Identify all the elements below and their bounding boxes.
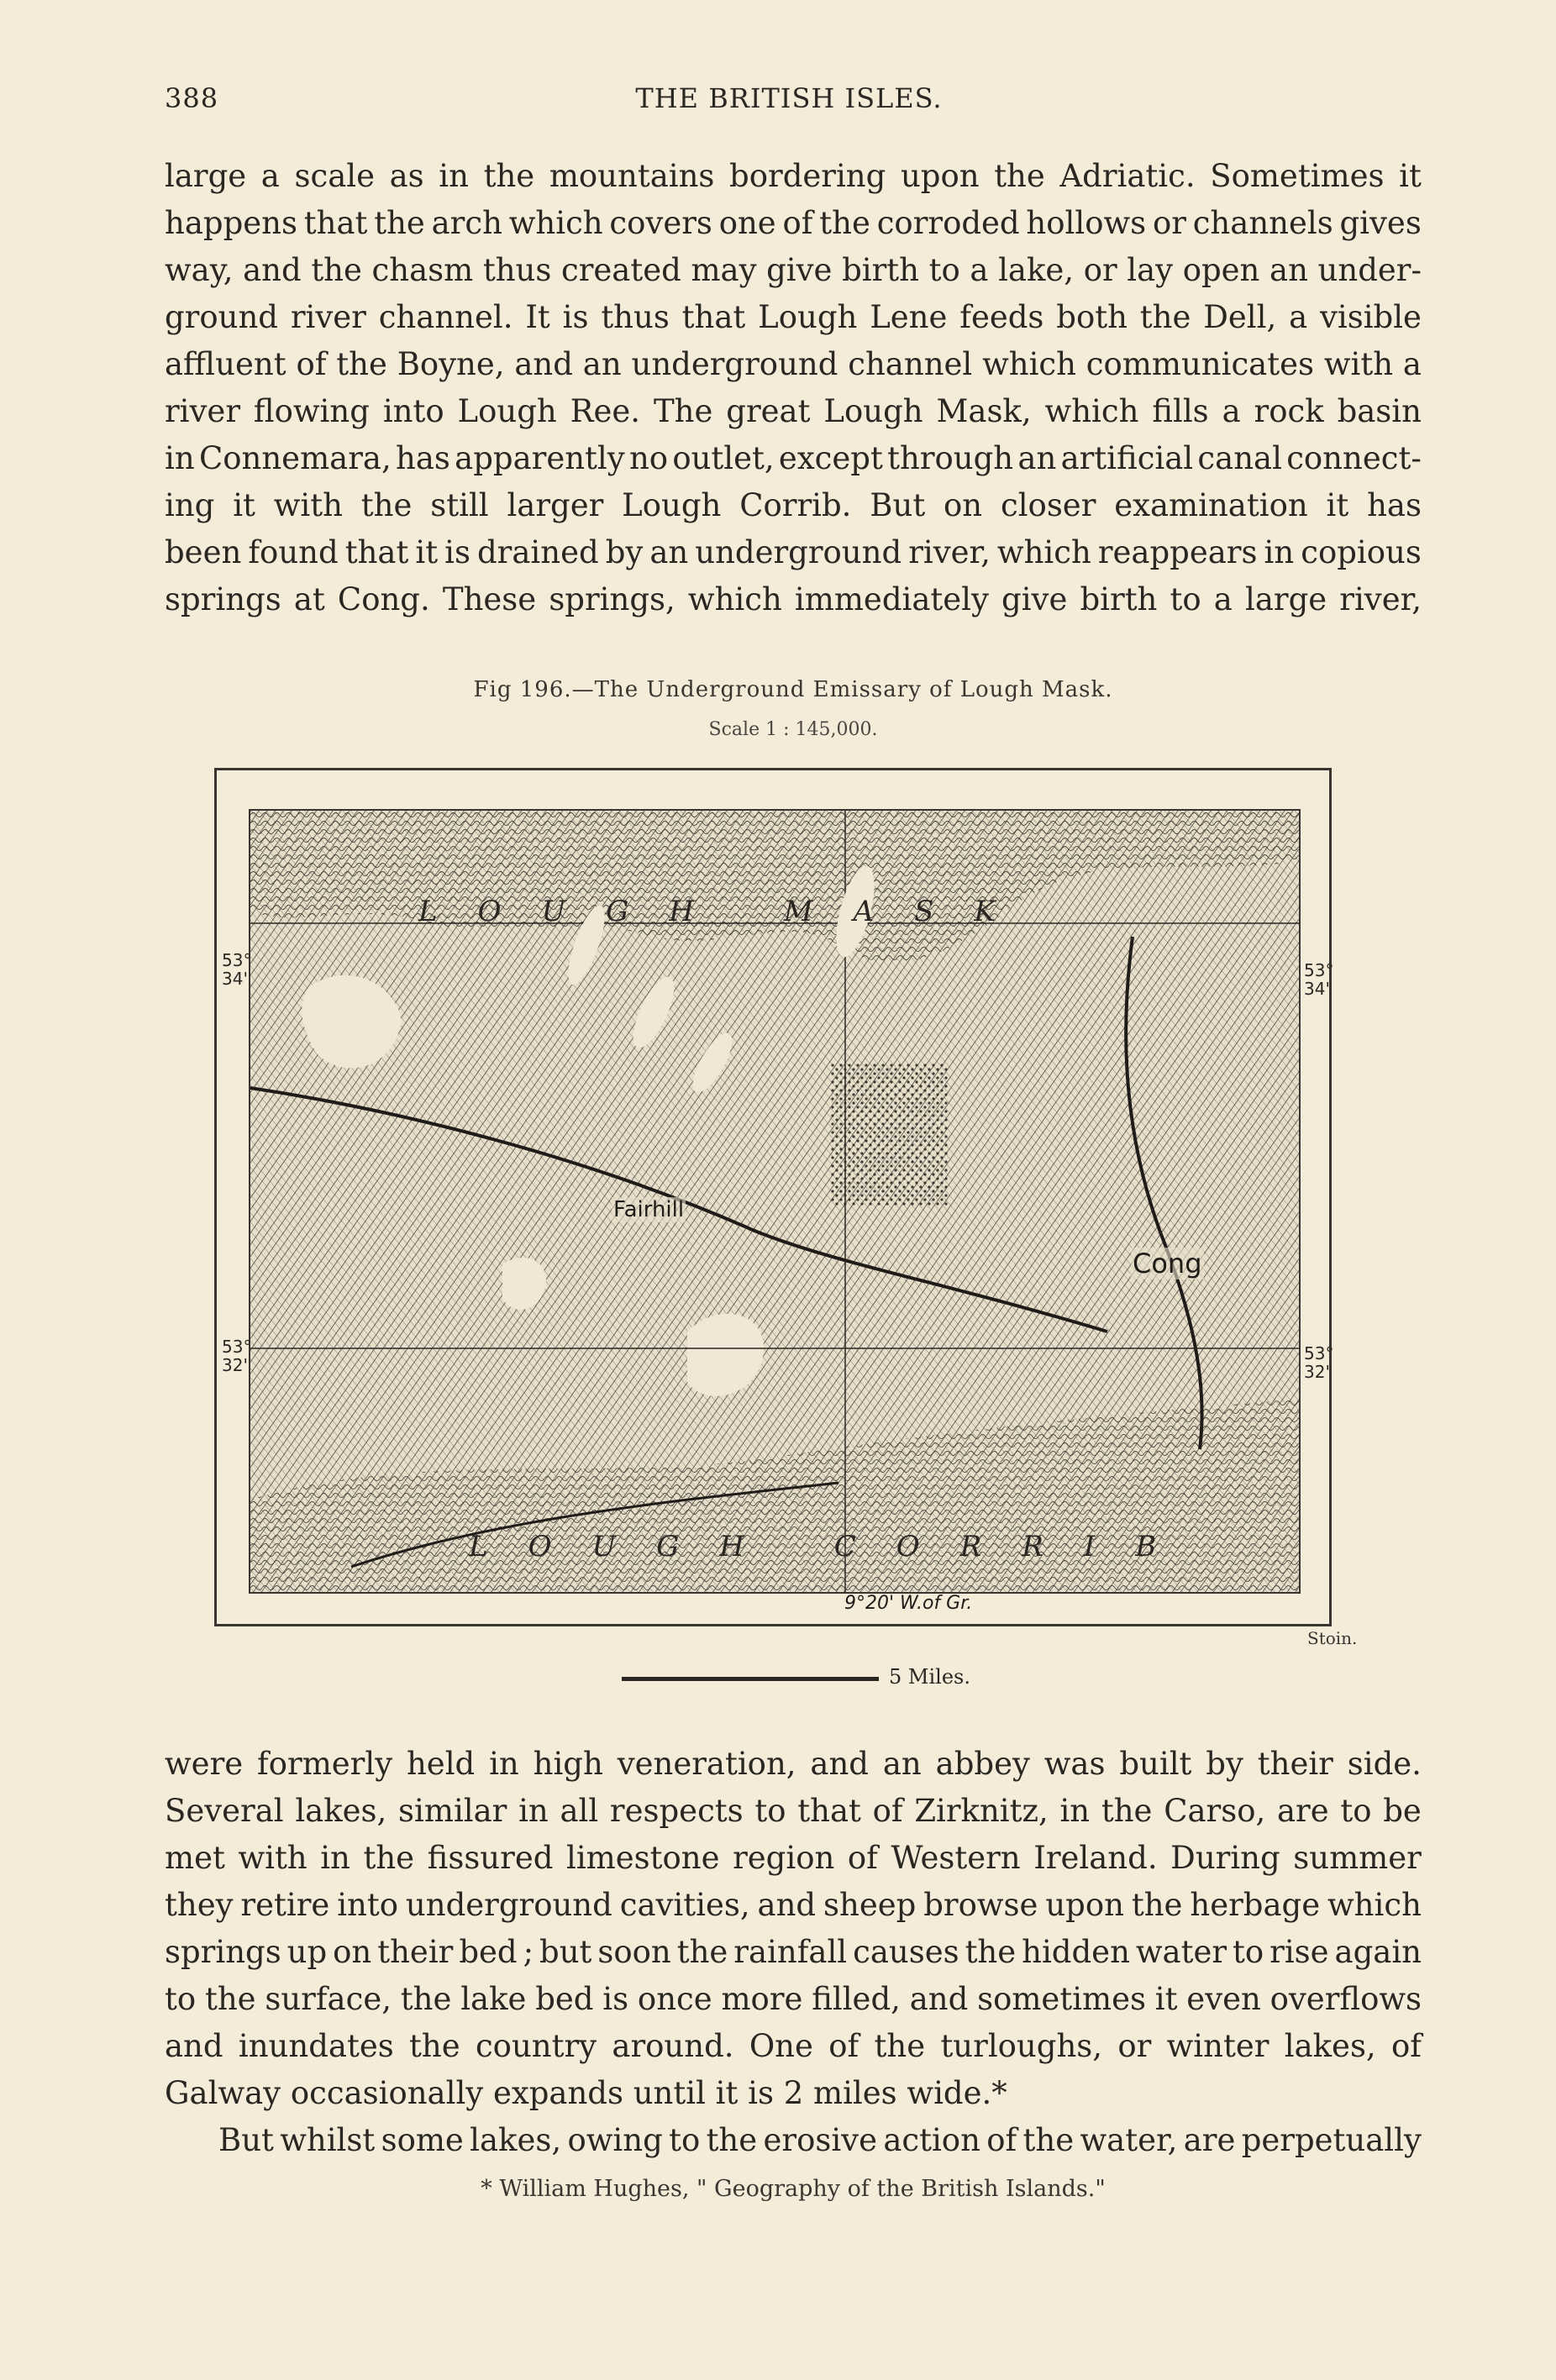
footnote: * William Hughes, " Geography of the British Islands." bbox=[481, 2176, 1106, 2202]
map-engraving bbox=[249, 809, 1301, 1594]
text-line: Galway occasionally expands until it is 2 miles wide.* bbox=[165, 2075, 1007, 2111]
lat-right-bottom-min: 32' bbox=[1304, 1362, 1330, 1382]
cong-label: Cong bbox=[1133, 1248, 1202, 1279]
text-line: been found that it is drained by an underground river, which reappears in copious bbox=[165, 534, 1422, 570]
lough-mask-label: LOUGH MASK bbox=[418, 895, 1036, 928]
lat-right-top-deg: 53° bbox=[1304, 960, 1334, 980]
text-line: and inundates the country around. One of the turloughs, or winter lakes, of bbox=[165, 2028, 1422, 2064]
text-line: to the surface, the lake bed is once more filled, and sometimes it even overflows bbox=[165, 1981, 1422, 2017]
text-line: ing it with the still larger Lough Corrib. But on closer examination it has bbox=[165, 487, 1422, 523]
paragraph-top bbox=[165, 153, 1422, 623]
meridian-label: 9°20' W.of Gr. bbox=[844, 1593, 973, 1614]
running-title: THE BRITISH ISLES. bbox=[635, 82, 943, 114]
text-line: But whilst some lakes, owing to the erosive action of the water, are perpetually bbox=[218, 2122, 1422, 2158]
lat-left-top-deg: 53° bbox=[222, 950, 252, 970]
map-figure bbox=[214, 768, 1332, 1626]
text-line: river flowing into Lough Ree. The great Lough Mask, which fills a rock basin bbox=[165, 393, 1422, 429]
fairhill-label: Fairhill bbox=[613, 1197, 685, 1222]
text-line: met with in the fissured limestone region of Western Ireland. During summer bbox=[165, 1840, 1422, 1876]
running-head bbox=[165, 82, 1413, 133]
lough-corrib-label: LOUGH CORRIB bbox=[469, 1530, 1197, 1563]
text-line: were formerly held in high veneration, and an abbey was built by their side. bbox=[165, 1746, 1422, 1782]
text-line: they retire into underground cavities, and sheep browse upon the herbage which bbox=[165, 1887, 1422, 1923]
text-line: happens that the arch which covers one of the corroded hollows or channels gives bbox=[165, 205, 1422, 241]
text-line: ground river channel. It is thus that Lough Lene feeds both the Dell, a visible bbox=[165, 299, 1422, 335]
text-line: affluent of the Boyne, and an underground channel which communicates with a bbox=[165, 346, 1422, 382]
lat-left-bottom-deg: 53° bbox=[222, 1337, 252, 1357]
figure-caption: Fig 196.—The Underground Emissary of Lough Mask. bbox=[473, 677, 1113, 702]
page-number: 388 bbox=[165, 82, 219, 114]
lat-left-top-min: 34' bbox=[222, 969, 248, 989]
lat-right-bottom-deg: 53° bbox=[1304, 1343, 1334, 1363]
text-line: way, and the chasm thus created may give birth to a lake, or lay open an under- bbox=[165, 252, 1422, 288]
text-line: springs at Cong. These springs, which immediately give birth to a large river, bbox=[165, 581, 1422, 617]
engraver-signature: Stoin. bbox=[1307, 1628, 1358, 1648]
lat-left-bottom-min: 32' bbox=[222, 1355, 248, 1375]
text-line: springs up on their bed ; but soon the rainfall causes the hidden water to rise again bbox=[165, 1934, 1422, 1970]
paragraph-bottom bbox=[165, 1741, 1422, 2164]
scale-bar bbox=[622, 1677, 879, 1681]
text-line: Several lakes, similar in all respects to that of Zirknitz, in the Carso, are to be bbox=[165, 1793, 1422, 1829]
text-line: in Connemara, has apparently no outlet, except through an artificial canal connect- bbox=[165, 440, 1422, 476]
figure-scale: Scale 1 : 145,000. bbox=[708, 719, 878, 740]
text-line: large a scale as in the mountains bordering upon the Adriatic. Sometimes it bbox=[165, 158, 1422, 194]
scale-bar-label: 5 Miles. bbox=[889, 1665, 970, 1689]
lat-right-top-min: 34' bbox=[1304, 979, 1330, 999]
